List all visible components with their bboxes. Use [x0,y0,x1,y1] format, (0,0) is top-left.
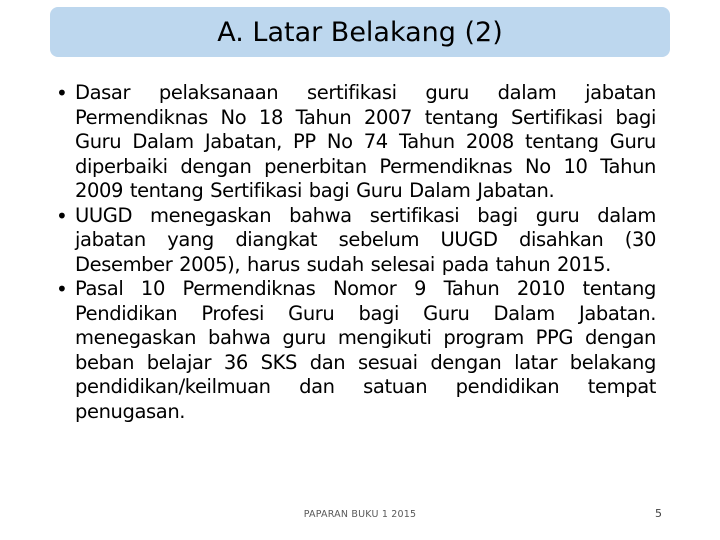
bullet-icon: • [56,203,68,228]
page-number: 5 [655,507,662,520]
bullet-icon: • [56,277,68,301]
bullet-item [56,277,656,424]
bullet-text: UUGD menegaskan bahwa sertifikasi bagi guru dalam jabatan yang diangkat sebelum UUGD disahkan (30 Desember 2005), harus sudah selesai pada tahun 2015. [75,203,656,276]
slide-title-bar [50,7,670,57]
slide-title: A. Latar Belakang (2) [217,16,503,48]
bullet-icon: • [56,81,68,105]
bullet-text: Dasar pelaksanaan sertifikasi guru dalam jabatan Permendiknas No 18 Tahun 2007 tentang Sertifikasi bagi Guru Dalam Jabatan, PP No 74 Tahun 2008 tentang Guru diperbaiki dengan penerbitan Permendiknas No 10 Tahun 2009 tentang Sertifikasi bagi Guru Dalam Jabatan. [75,81,656,202]
bullet-list [56,81,656,424]
slide-footer: PAPARAN BUKU 1 2015 [303,509,417,520]
bullet-text: Pasal 10 Permendiknas Nomor 9 Tahun 2010 tentang Pendidikan Profesi Guru bagi Guru Dalam Jabatan. menegaskan bahwa guru mengikuti program PPG dengan beban belajar 36 SKS dan sesuai dengan latar belakang pendidikan/keilmuan dan satuan pendidikan tempat penugasan. [75,277,656,423]
bullet-item [56,204,656,278]
bullet-item [56,81,656,204]
